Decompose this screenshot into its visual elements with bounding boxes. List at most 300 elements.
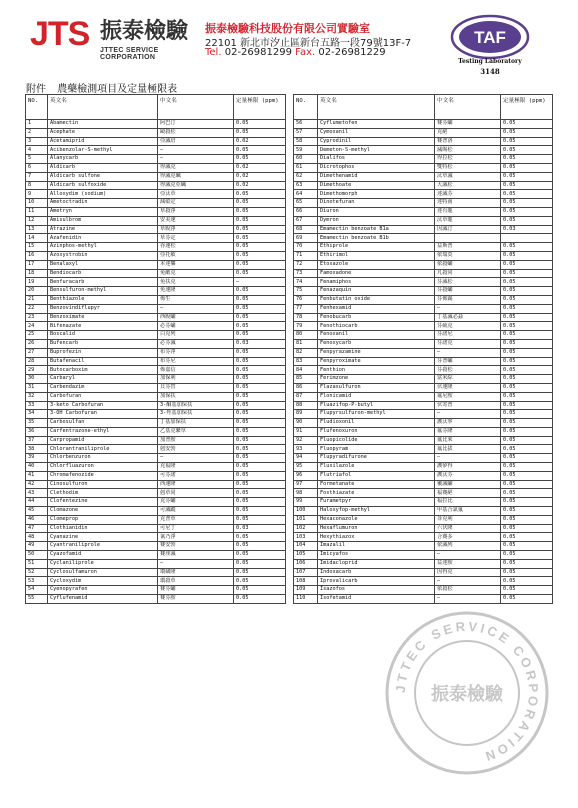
cell-english-name: Demeton-S-methyl <box>318 146 435 155</box>
table-row <box>26 137 286 146</box>
cell-no: 87 <box>294 392 318 401</box>
cell-chinese-name: 芬硫克 <box>435 322 501 331</box>
table-row <box>26 445 286 454</box>
cell-chinese-name: 佈嘉信 <box>158 366 234 375</box>
cell-loq: 0.05 <box>234 515 286 524</box>
cell-english-name: Carbofuran <box>48 392 158 401</box>
cell-no: 46 <box>26 515 48 524</box>
cell-loq: 0.05 <box>501 410 553 419</box>
cell-chinese-name: 免敵克 <box>158 269 234 278</box>
cell-chinese-name: 剋草同 <box>158 489 234 498</box>
table-row <box>26 498 286 507</box>
cell-chinese-name: 賽座滅 <box>158 551 234 560</box>
table-row <box>294 278 553 287</box>
table-row <box>26 401 286 410</box>
cell-loq: 0.05 <box>501 454 553 463</box>
cell-loq: 0.05 <box>234 498 286 507</box>
table-row <box>294 524 553 533</box>
table-row <box>26 313 286 322</box>
cell-english-name: Bufencarb <box>48 339 158 348</box>
cell-chinese-name: 賽芬胺 <box>158 595 234 604</box>
table-row <box>294 480 553 489</box>
cell-no: 81 <box>294 339 318 348</box>
cell-english-name: Dimethenamid <box>318 172 435 181</box>
taf-caption: Testing Laboratory <box>458 58 522 65</box>
cell-chinese-name: 草殺淨 <box>158 207 234 216</box>
table-row <box>294 190 553 199</box>
cell-chinese-name: 西速隆 <box>158 480 234 489</box>
cell-loq: 0.05 <box>501 181 553 190</box>
table-row <box>294 357 553 366</box>
cell-chinese-name: 亞汰草 <box>158 190 234 199</box>
table-row <box>26 128 286 137</box>
cell-english-name: Aldicarb sulfone <box>48 172 158 181</box>
table-row <box>294 304 553 313</box>
cell-english-name: Carfentrazone-ethyl <box>48 427 158 436</box>
table-row <box>294 339 553 348</box>
cell-no: 65 <box>294 199 318 208</box>
table-row <box>26 172 286 181</box>
cell-loq: 0.05 <box>501 322 553 331</box>
table-row <box>26 155 286 164</box>
cell-loq: 0.05 <box>234 269 286 278</box>
cell-loq: 0.05 <box>234 383 286 392</box>
table-row <box>294 401 553 410</box>
cell-loq: 0.05 <box>501 383 553 392</box>
table-row <box>294 216 553 225</box>
cell-chinese-name: 六伏隆 <box>435 524 501 533</box>
cell-chinese-name: 草芬定 <box>158 234 234 243</box>
cell-no: 109 <box>294 586 318 595</box>
table-row <box>294 128 553 137</box>
cell-english-name: Clethodim <box>48 489 158 498</box>
cell-no: 69 <box>294 234 318 243</box>
cell-no: 30 <box>26 375 48 384</box>
cell-english-name: Hexaflumuron <box>318 524 435 533</box>
table-row <box>294 366 553 375</box>
cell-chinese-name: 富米綜 <box>435 375 501 384</box>
cell-chinese-name: 氟比來 <box>435 436 501 445</box>
cell-english-name: Imidacloprid <box>318 559 435 568</box>
cell-english-name: Cyclosulfamuron <box>48 568 158 577</box>
cell-english-name: Ferimzone <box>318 375 435 384</box>
cell-english-name: Emamectin benzoate B1a <box>318 225 435 234</box>
cell-english-name: Chlorantraniliprole <box>48 445 158 454</box>
table-row <box>26 471 286 480</box>
cell-no: 57 <box>294 128 318 137</box>
cell-loq: 0.05 <box>501 243 553 252</box>
cell-chinese-name: 可滅蹤 <box>158 507 234 516</box>
col-english-name: 英文名 <box>318 95 435 120</box>
cell-loq: 0.05 <box>234 357 286 366</box>
table-row <box>294 436 553 445</box>
table-header-row <box>26 95 286 120</box>
cell-english-name: Dinotefuran <box>318 199 435 208</box>
cell-chinese-name: 布芬淨 <box>158 348 234 357</box>
cell-no: 85 <box>294 375 318 384</box>
cell-no: 11 <box>26 207 48 216</box>
table-row <box>294 137 553 146</box>
cell-english-name: Flupyradifurone <box>318 454 435 463</box>
cell-english-name: Bensulfuron-methyl <box>48 287 158 296</box>
cell-no: 101 <box>294 515 318 524</box>
cell-loq: 0.05 <box>234 559 286 568</box>
cell-loq: 0.05 <box>501 339 553 348</box>
cell-chinese-name: 伏寄普 <box>435 401 501 410</box>
cell-no: 27 <box>26 348 48 357</box>
cell-no: 84 <box>294 366 318 375</box>
cell-loq: 0.05 <box>501 542 553 551</box>
cell-chinese-name: 芬滅松 <box>435 278 501 287</box>
section-prefix: 附件 <box>26 84 46 95</box>
cell-loq: 0.05 <box>501 216 553 225</box>
cell-chinese-name: 環磺隆 <box>158 568 234 577</box>
cell-loq: 0.05 <box>501 463 553 472</box>
cell-chinese-name: 賽安勃 <box>158 542 234 551</box>
cell-english-name: Fenazaquin <box>318 287 435 296</box>
cell-no: 20 <box>26 287 48 296</box>
cell-no: 36 <box>26 427 48 436</box>
cell-chinese-name: 賽芬蟎 <box>158 586 234 595</box>
cell-loq: 0.05 <box>501 207 553 216</box>
company-seal-watermark <box>382 608 552 778</box>
cell-chinese-name: 甲基合氯氟 <box>435 507 501 516</box>
table-row <box>294 515 553 524</box>
cell-chinese-name: 合賽多 <box>435 533 501 542</box>
cell-no: 97 <box>294 480 318 489</box>
cell-chinese-name: — <box>435 348 501 357</box>
cell-no: 21 <box>26 295 48 304</box>
cell-chinese-name <box>435 234 501 243</box>
cell-english-name: Cyantraniliprole <box>48 542 158 551</box>
cell-english-name: Hexaconazole <box>318 515 435 524</box>
cell-no: 73 <box>294 269 318 278</box>
col-no: NO. <box>26 95 48 120</box>
cell-chinese-name: 得滅克 <box>158 163 234 172</box>
cell-no: 8 <box>26 181 48 190</box>
cell-loq: 0.05 <box>234 234 286 243</box>
cell-english-name: Carpropamid <box>48 436 158 445</box>
cell-no: 43 <box>26 489 48 498</box>
cell-loq: 0.05 <box>234 207 286 216</box>
cell-loq: 0.05 <box>234 375 286 384</box>
cell-no: 55 <box>26 595 48 604</box>
cell-loq: 0.05 <box>234 322 286 331</box>
cell-loq: 0.05 <box>234 577 286 586</box>
table-row <box>294 234 553 243</box>
cell-chinese-name: 氟芬隆 <box>435 427 501 436</box>
cell-loq: 0.05 <box>501 445 553 454</box>
cell-loq: 0.05 <box>501 163 553 172</box>
cell-chinese-name: 安美速 <box>158 216 234 225</box>
cell-chinese-name: 本達樂 <box>158 260 234 269</box>
cell-loq: 0.05 <box>234 146 286 155</box>
cell-chinese-name: 必芬蟎 <box>158 322 234 331</box>
cell-loq: 0.05 <box>501 120 553 129</box>
cell-english-name: Indoxacarb <box>318 568 435 577</box>
table-row <box>26 216 286 225</box>
cell-english-name: 3-OH Carbofuran <box>48 410 158 419</box>
cell-loq: 0.05 <box>501 471 553 480</box>
cell-english-name: Haloxyfop-methyl <box>318 507 435 516</box>
cell-loq: 0.05 <box>501 313 553 322</box>
table-row <box>26 542 286 551</box>
cell-loq: 0.05 <box>501 375 553 384</box>
cell-english-name: Acibenzolar-S-methyl <box>48 146 158 155</box>
cell-no: 22 <box>26 304 48 313</box>
cell-no: 29 <box>26 366 48 375</box>
cell-no: 49 <box>26 542 48 551</box>
table-row <box>26 357 286 366</box>
table-row <box>26 533 286 542</box>
cell-english-name: Cymoxanil <box>318 128 435 137</box>
cell-no: 67 <box>294 216 318 225</box>
cell-english-name: Alloxydim (sodium) <box>48 190 158 199</box>
cell-english-name: Isazofos <box>318 586 435 595</box>
cell-chinese-name: 谷速松 <box>158 243 234 252</box>
cell-loq: 0.05 <box>501 498 553 507</box>
cell-english-name: Chlorfluazuron <box>48 463 158 472</box>
cell-no: 103 <box>294 533 318 542</box>
cell-english-name: Buprofezin <box>48 348 158 357</box>
table-row <box>294 199 553 208</box>
cell-loq: 0.05 <box>234 260 286 269</box>
cell-loq: 0.05 <box>501 287 553 296</box>
cell-english-name: Cyazofamid <box>48 551 158 560</box>
cell-loq: 0.05 <box>234 471 286 480</box>
cell-english-name: Etoxazole <box>318 260 435 269</box>
cell-loq: 0.05 <box>501 419 553 428</box>
cell-chinese-name: 達有龍 <box>435 207 501 216</box>
table-row <box>26 427 286 436</box>
cell-english-name: Furametpyr <box>318 498 435 507</box>
cell-no: 93 <box>294 445 318 454</box>
cell-loq: 0.05 <box>501 251 553 260</box>
cell-loq: 0.05 <box>234 287 286 296</box>
cell-english-name: Azoxystrobin <box>48 251 158 260</box>
table-row <box>294 595 553 604</box>
table-row <box>26 586 286 595</box>
cell-no: 108 <box>294 577 318 586</box>
cell-chinese-name: 氟尼胺 <box>435 392 501 401</box>
cell-loq: 0.05 <box>501 427 553 436</box>
table-row <box>294 507 553 516</box>
cell-no: 75 <box>294 287 318 296</box>
table-row <box>26 348 286 357</box>
cell-no: 1 <box>26 120 48 129</box>
table-row <box>26 260 286 269</box>
cell-no: 52 <box>26 568 48 577</box>
cell-chinese-name: — <box>435 577 501 586</box>
cell-loq: 0.05 <box>234 313 286 322</box>
cell-chinese-name: — <box>158 304 234 313</box>
cell-chinese-name: — <box>158 454 234 463</box>
cell-no: 96 <box>294 471 318 480</box>
fax-label: Fax. <box>295 47 316 58</box>
cell-no: 16 <box>26 251 48 260</box>
cell-chinese-name: 白克列 <box>158 331 234 340</box>
table-row <box>26 287 286 296</box>
cell-chinese-name: 因滅汀 <box>435 225 501 234</box>
cell-english-name: Emamectin benzoate B1b <box>318 234 435 243</box>
table-row <box>26 295 286 304</box>
cell-english-name: Cinosulfuron <box>48 480 158 489</box>
cell-english-name: Bifenazate <box>48 322 158 331</box>
cell-loq: 0.05 <box>501 392 553 401</box>
cell-no: 48 <box>26 533 48 542</box>
cell-loq: 0.05 <box>234 480 286 489</box>
cell-no: 54 <box>26 586 48 595</box>
cell-no: 64 <box>294 190 318 199</box>
cell-english-name: Abamectin <box>48 120 158 129</box>
table-row <box>26 507 286 516</box>
cell-no: 110 <box>294 595 318 604</box>
cell-no: 19 <box>26 278 48 287</box>
cell-chinese-name: 佈生 <box>158 295 234 304</box>
cell-english-name: Cyflumetofen <box>318 120 435 129</box>
cell-english-name: Cycloxydim <box>48 577 158 586</box>
cell-loq: 0.05 <box>501 278 553 287</box>
cell-english-name: Flutriafol <box>318 471 435 480</box>
cell-english-name: Benthiazole <box>48 295 158 304</box>
cell-chinese-name: 因得克 <box>435 568 501 577</box>
cell-no: 76 <box>294 295 318 304</box>
cell-no: 2 <box>26 128 48 137</box>
cell-loq: 0.05 <box>234 533 286 542</box>
table-row <box>294 260 553 269</box>
cell-loq: 0.05 <box>234 216 286 225</box>
table-row <box>26 419 286 428</box>
cell-english-name: Acephate <box>48 128 158 137</box>
cell-english-name: Iprovalicarb <box>318 577 435 586</box>
cell-chinese-name: 免速隆 <box>158 287 234 296</box>
table-row <box>26 339 286 348</box>
cell-loq: 0.05 <box>501 146 553 155</box>
table-row <box>26 595 286 604</box>
cell-loq: 0.05 <box>234 410 286 419</box>
cell-english-name: Acetamiprid <box>48 137 158 146</box>
cell-chinese-name: 菲克利 <box>435 515 501 524</box>
cell-loq: 0.05 <box>501 436 553 445</box>
cell-loq: 0.05 <box>501 295 553 304</box>
cell-no: 105 <box>294 551 318 560</box>
col-loq: 定量極限 (ppm) <box>234 95 286 120</box>
cell-english-name: Fluopicolide <box>318 436 435 445</box>
cell-chinese-name: 芬普蟎 <box>435 357 501 366</box>
cell-no: 80 <box>294 331 318 340</box>
table-row <box>294 120 553 129</box>
seal-ring-text: JTTEC SERVICE CORPORATION <box>392 618 542 765</box>
cell-chinese-name: 達滅芬 <box>435 190 501 199</box>
cell-no: 18 <box>26 269 48 278</box>
cell-chinese-name: 亞滅培 <box>158 137 234 146</box>
cell-chinese-name: 剋安勃 <box>158 445 234 454</box>
cell-chinese-name: 貝芬替 <box>158 383 234 392</box>
cell-chinese-name: 減瘟定 <box>158 199 234 208</box>
col-chinese-name: 中文名 <box>435 95 501 120</box>
table-row <box>294 348 553 357</box>
cell-no: 59 <box>294 146 318 155</box>
cell-chinese-name: 氟比拔 <box>435 445 501 454</box>
table-row <box>26 207 286 216</box>
cell-loq: 0.02 <box>234 172 286 181</box>
cell-no: 102 <box>294 524 318 533</box>
cell-english-name: Benalaxyl <box>48 260 158 269</box>
cell-no: 94 <box>294 454 318 463</box>
cell-loq: 0.05 <box>501 128 553 137</box>
cell-no: 35 <box>26 419 48 428</box>
cell-english-name: Flusilazole <box>318 463 435 472</box>
table-row <box>26 304 286 313</box>
cell-english-name: Fenpyroximate <box>318 357 435 366</box>
cell-no: 72 <box>294 260 318 269</box>
cell-english-name: Flazasulfuron <box>318 383 435 392</box>
cell-loq: 0.05 <box>501 269 553 278</box>
cell-loq: 0.05 <box>234 542 286 551</box>
cell-loq: 0.05 <box>501 331 553 340</box>
table-row <box>26 278 286 287</box>
cell-chinese-name: 克福隆 <box>158 463 234 472</box>
cell-english-name: Carbaryl <box>48 375 158 384</box>
logo-mark: JTS <box>30 15 90 53</box>
cell-no: 62 <box>294 172 318 181</box>
taf-number: 3148 <box>480 67 500 76</box>
cell-chinese-name: 亞托敏 <box>158 251 234 260</box>
table-body-left <box>26 120 286 604</box>
cell-chinese-name: 依滅列 <box>435 542 501 551</box>
cell-no: 77 <box>294 304 318 313</box>
cell-loq: 0.05 <box>501 366 553 375</box>
cell-chinese-name: 賽普洛 <box>435 137 501 146</box>
cell-no: 34 <box>26 410 48 419</box>
cell-chinese-name: 克絕 <box>435 128 501 137</box>
cell-no: 88 <box>294 401 318 410</box>
table-row <box>26 559 286 568</box>
table-row <box>294 463 553 472</box>
taf-logo-text: TAF <box>474 28 506 47</box>
table-row <box>294 419 553 428</box>
table-row <box>26 243 286 252</box>
table-row <box>294 207 553 216</box>
table-row <box>294 313 553 322</box>
cell-english-name: Flonicamid <box>318 392 435 401</box>
cell-loq: 0.05 <box>501 480 553 489</box>
table-row <box>294 586 553 595</box>
cell-chinese-name: 芬殺松 <box>435 366 501 375</box>
cell-loq: 0.05 <box>234 463 286 472</box>
table-row <box>26 269 286 278</box>
cell-english-name: Fenoxanil <box>318 331 435 340</box>
cell-no: 4 <box>26 146 48 155</box>
table-row <box>294 322 553 331</box>
cell-chinese-name: 得滅克碸 <box>158 172 234 181</box>
table-row <box>294 163 553 172</box>
company-name: 振泰檢驗科技股份有限公司實驗室 <box>205 22 370 35</box>
cell-chinese-name: 免扶克 <box>158 278 234 287</box>
cell-chinese-name: 達特南 <box>435 199 501 208</box>
table-body-right <box>294 120 553 604</box>
table-row <box>26 480 286 489</box>
cell-english-name: Aldicarb <box>48 163 158 172</box>
cell-english-name: Dimethoate <box>318 181 435 190</box>
cell-english-name: Aldicarb sulfoxide <box>48 181 158 190</box>
cell-no: 6 <box>26 163 48 172</box>
table-row <box>294 146 553 155</box>
table-row <box>26 190 286 199</box>
cell-loq: 0.03 <box>234 524 286 533</box>
cell-english-name: Butafenacil <box>48 357 158 366</box>
cell-chinese-name: — <box>435 551 501 560</box>
